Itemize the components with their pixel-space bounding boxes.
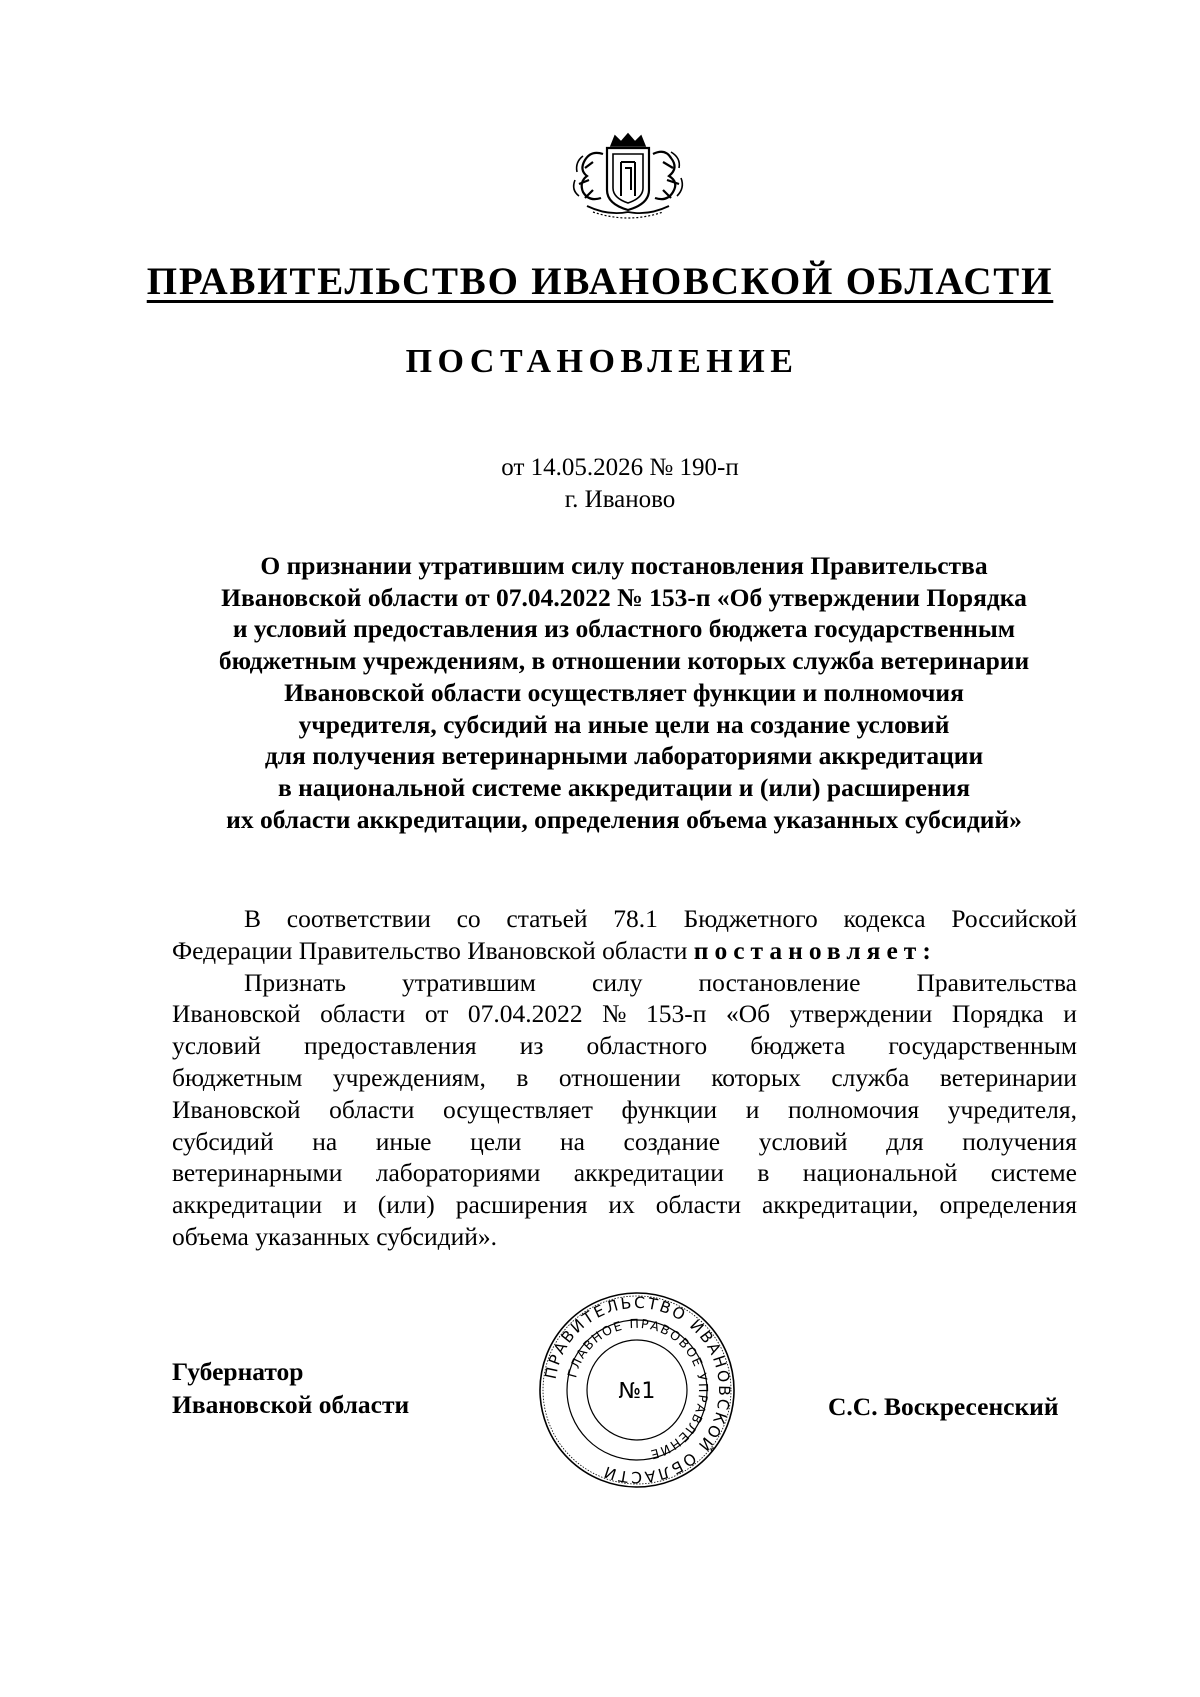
body-word: учредителя, (947, 1094, 1077, 1124)
body-word: Ивановской (172, 999, 301, 1029)
body-text: Федерации Правительство Ивановской области (172, 935, 694, 965)
signatory-position (172, 1355, 409, 1421)
body-word: постановление (698, 967, 861, 997)
body-word: Российской (951, 904, 1077, 933)
body-word: лабораториями (375, 1158, 541, 1188)
body-word: отношении (558, 1062, 681, 1092)
title-line: О признании утратившим силу постановления Правительства (260, 551, 988, 580)
body-word: ветеринарными (172, 1158, 343, 1188)
position-line: Ивановской области (172, 1390, 410, 1419)
title-line: Ивановской области осуществляет функции и полномочия (284, 677, 964, 707)
document-date-number: от 14.05.2026 № 190-п (501, 454, 739, 481)
body-word: области (320, 999, 406, 1029)
title-line: учредителя, субсидий на иные цели на создание условий (298, 709, 950, 739)
body-word: областного (586, 1031, 708, 1061)
body-word: от (424, 999, 449, 1029)
title-line: бюджетным учреждениям, в отношении которых служба ветеринарии (218, 646, 1030, 676)
title-line: для получения ветеринарными лабораториями аккредитации (264, 741, 984, 771)
seal-inner-text: ГЛАВНОЕ ПРАВОВОЕ УПРАВЛЕНИЕ (564, 1315, 712, 1463)
body-word: ветеринарии (939, 1062, 1077, 1092)
body-word: В (244, 904, 262, 933)
body-word: субсидий (172, 1126, 274, 1156)
body-word: национальной (802, 1158, 958, 1188)
body-word: функции (621, 1094, 718, 1124)
body-line (172, 998, 1077, 1030)
seal-outer-text: ПРАВИТЕЛЬСТВО ИВАНОВСКОЙ ОБЛАСТИ (541, 1293, 734, 1487)
body-word: служба (831, 1062, 910, 1092)
body-word: Порядка (951, 999, 1044, 1029)
body-word: Признать (244, 967, 346, 997)
body-word: статьей (506, 904, 588, 933)
body-word: условий (172, 1031, 261, 1061)
document-title (160, 550, 1088, 835)
body-word: соответствии (286, 904, 431, 933)
body-word: утратившим (402, 967, 536, 997)
body-word: из (519, 1031, 544, 1061)
signatory-name: С.С. Воскресенский (828, 1392, 1059, 1421)
body-word: 78.1 (613, 904, 658, 933)
body-word: которых (711, 1062, 801, 1092)
title-line: и условий предоставления из областного бюджета государственным (232, 614, 1016, 644)
body-word: области (655, 1190, 742, 1220)
body-word: расширения (455, 1190, 588, 1220)
body-word: 153-п (646, 999, 707, 1029)
body-line (172, 1157, 1077, 1189)
body-word: утверждении (789, 999, 933, 1029)
title-line: Ивановской области от 07.04.2022 № 153-п «Об утверждении Порядка (221, 582, 1027, 612)
body-word: государственным (888, 1031, 1077, 1061)
body-word: на (312, 1126, 338, 1156)
body-word: полномочия (788, 1094, 920, 1124)
body-word: получения (962, 1126, 1077, 1156)
seal-number: №1 (618, 1379, 656, 1404)
body-line (172, 903, 1077, 935)
body-word: аккредитации (573, 1158, 724, 1188)
body-word: учреждениям, (332, 1062, 486, 1092)
body-word: «Об (725, 999, 771, 1029)
body-word: Ивановской (172, 1094, 301, 1124)
title-line: их области аккредитации, определения объема указанных субсидий» (226, 804, 1022, 834)
body-word: со (456, 904, 481, 933)
body-word: их (608, 1190, 635, 1220)
body-line (172, 1189, 1077, 1221)
body-word: бюджетным (172, 1062, 303, 1092)
body-line (172, 1062, 1077, 1094)
body-word: и (1063, 999, 1077, 1029)
body-word: Бюджетного (683, 904, 818, 933)
body-line (172, 1094, 1077, 1126)
body-word: силу (592, 967, 643, 997)
body-word: предоставления (303, 1031, 477, 1061)
body-word: цели (470, 1126, 522, 1156)
body-word: и (745, 1094, 760, 1124)
title-line: в национальной системе аккредитации и (или) расширения (277, 772, 971, 802)
body-word: на (559, 1126, 585, 1156)
document-city: г. Иваново (564, 486, 676, 513)
body-line (172, 935, 1077, 967)
body-word: в (516, 1062, 529, 1092)
resolution-word: постановляет: (693, 935, 937, 965)
body-word: 07.04.2022 (467, 999, 583, 1029)
body-word: для (886, 1126, 924, 1156)
body-line (172, 1221, 1077, 1253)
body-line (172, 1030, 1077, 1062)
body-word: в (757, 1158, 770, 1188)
body-line (172, 967, 1077, 999)
body-word: иные (375, 1126, 432, 1156)
body-word: (или) (377, 1190, 435, 1220)
body-word: условий (758, 1126, 848, 1156)
position-line: Губернатор (172, 1357, 304, 1386)
body-word: кодекса (843, 904, 926, 933)
body-word: системе (990, 1158, 1077, 1188)
document-body (172, 903, 1077, 1253)
body-word: осуществляет (443, 1094, 593, 1124)
document-type: ПОСТАНОВЛЕНИЕ (405, 343, 799, 380)
coat-of-arms-icon (563, 132, 693, 220)
organization-title: ПРАВИТЕЛЬСТВО ИВАНОВСКОЙ ОБЛАСТИ (146, 260, 1054, 303)
official-seal (537, 1290, 737, 1490)
body-line (172, 1126, 1077, 1158)
body-word: и (343, 1190, 357, 1220)
body-text: объема указанных субсидий». (172, 1221, 497, 1251)
body-word: области (329, 1094, 415, 1124)
body-word: бюджета (750, 1031, 846, 1061)
body-word: аккредитации, (761, 1190, 919, 1220)
body-word: № (602, 999, 627, 1029)
body-word: аккредитации (172, 1190, 323, 1220)
body-word: создание (623, 1126, 721, 1156)
body-word: определения (939, 1190, 1077, 1220)
body-word: Правительства (916, 967, 1077, 997)
